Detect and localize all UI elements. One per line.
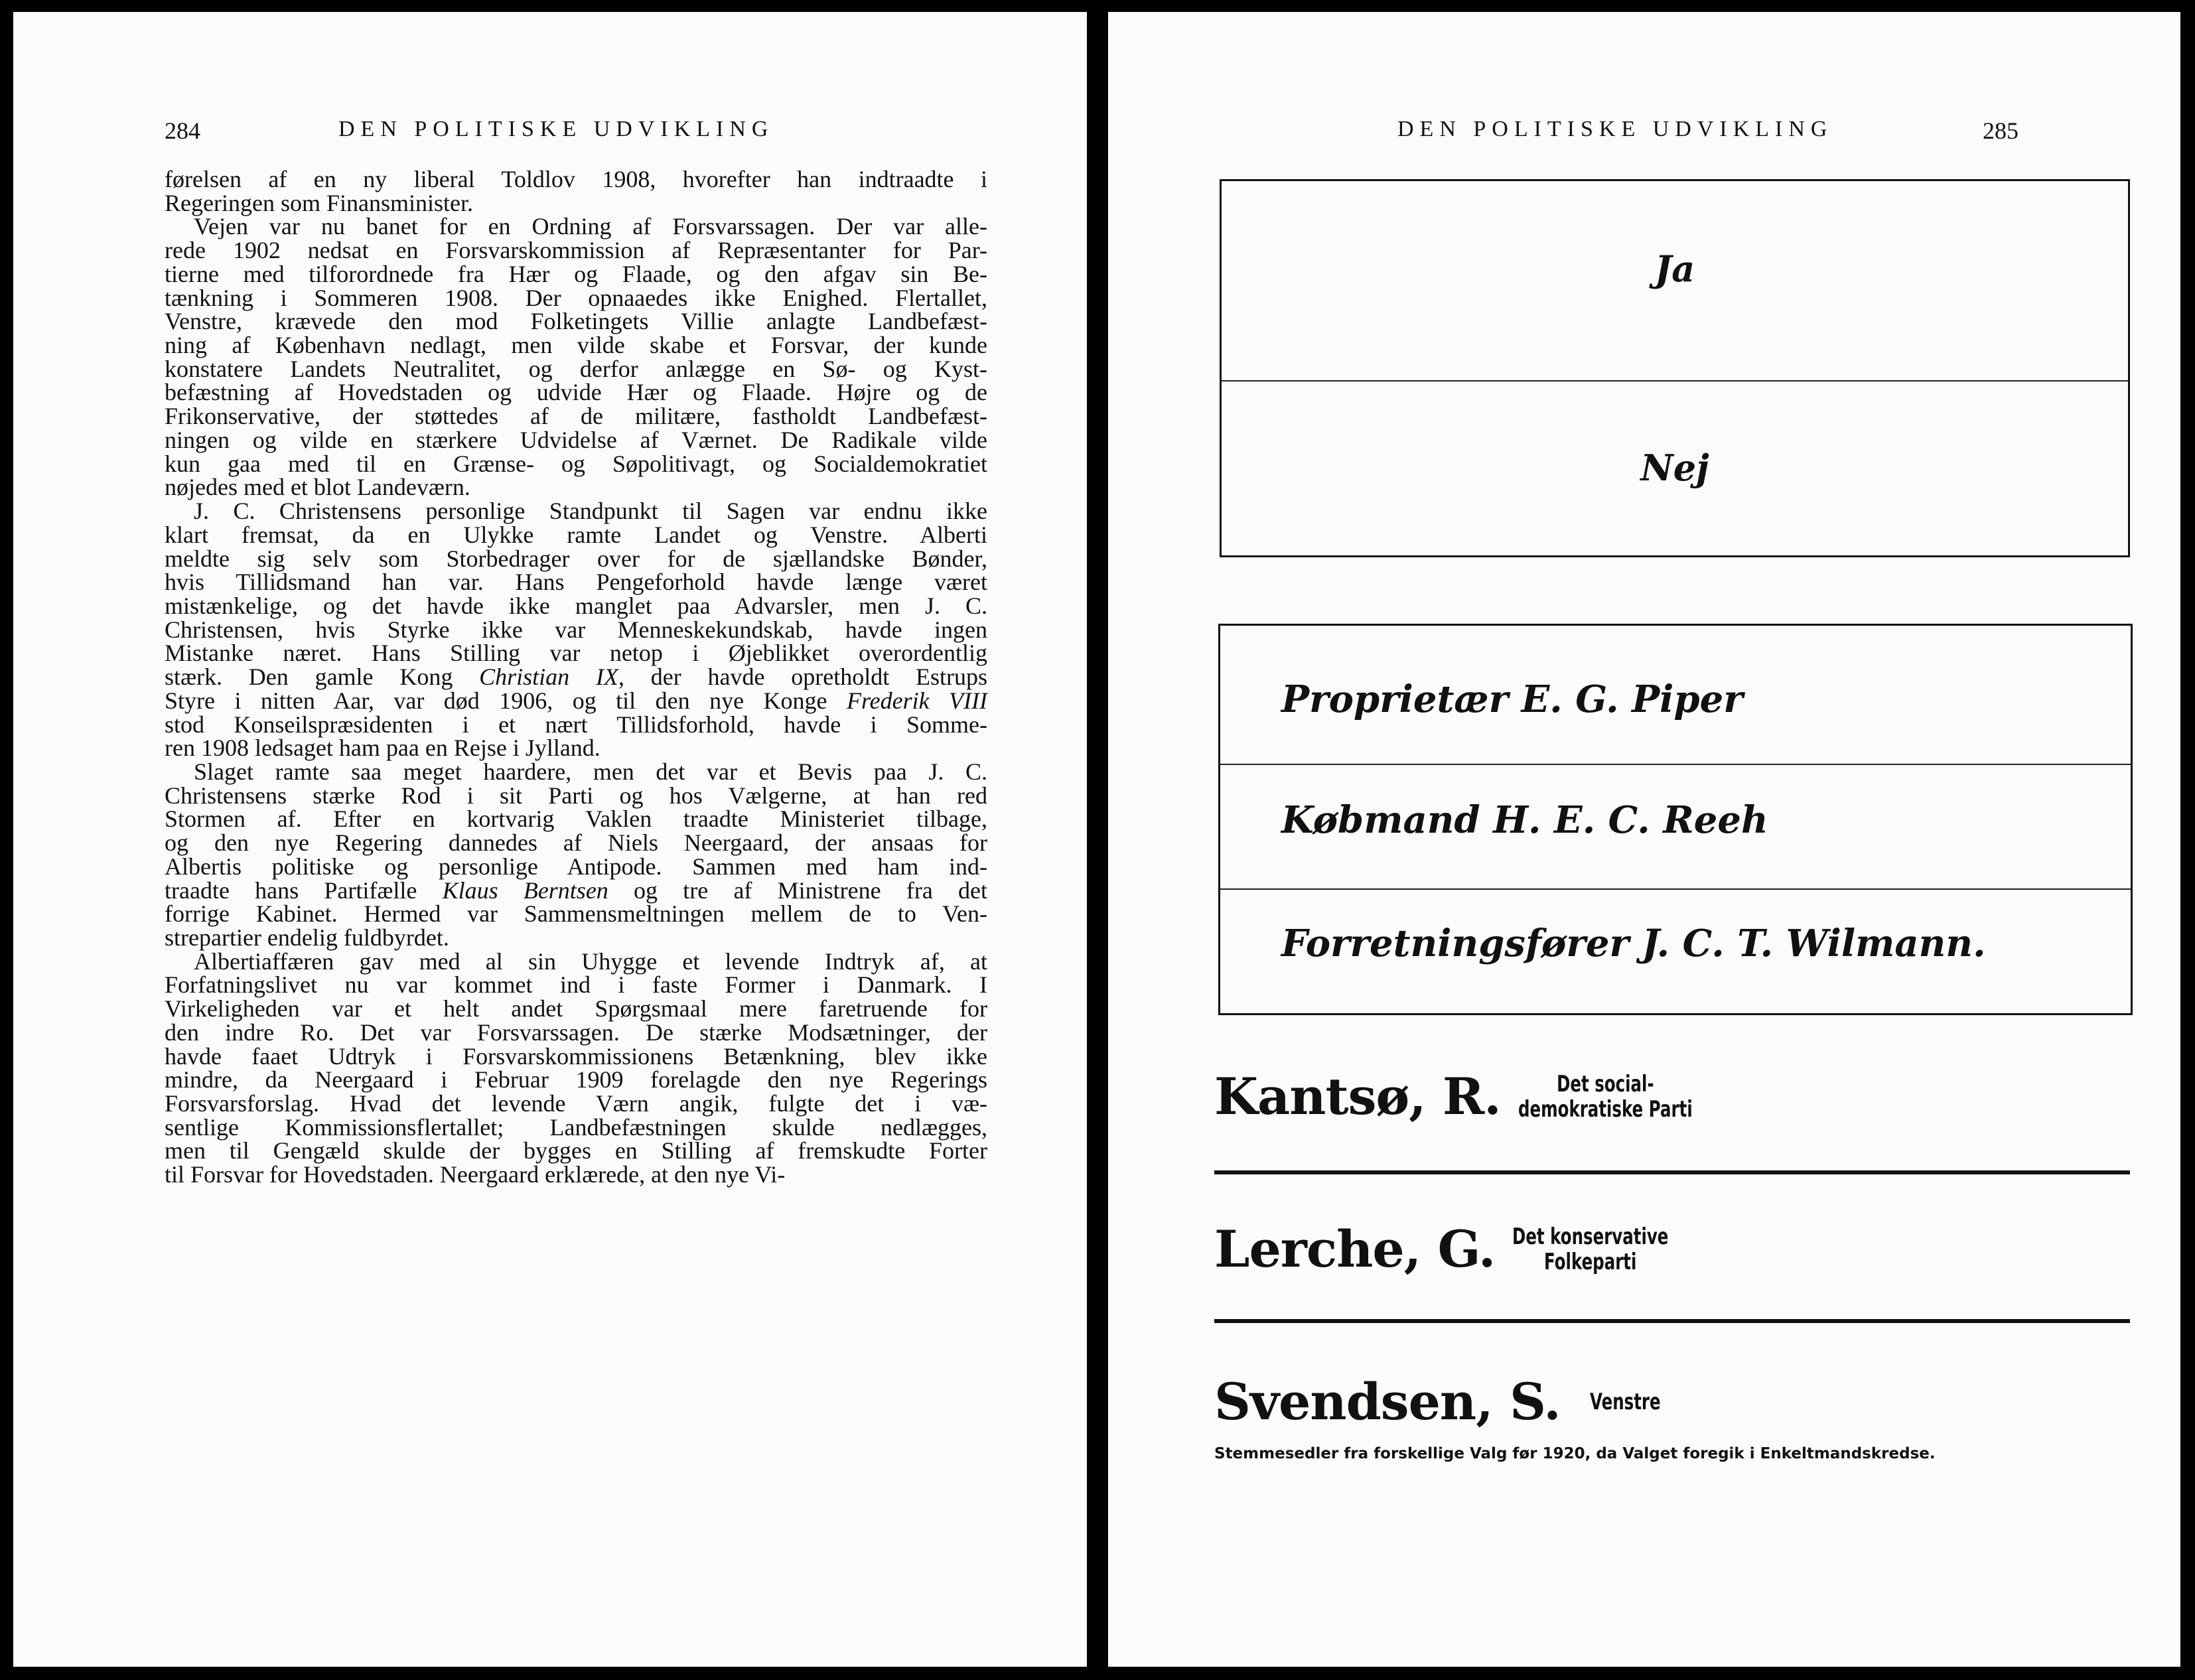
body-text-line: førelsen af en ny liberal Toldlov 1908, hvorefter han indtraadte i <box>165 166 987 192</box>
candidate-name: Kantsø, R. <box>1214 1067 1501 1126</box>
ballot-divider <box>1220 764 2131 765</box>
body-text <box>165 168 987 1187</box>
candidate-divider <box>1214 1170 2130 1174</box>
body-text-line: nøjedes med et blot Landeværn. <box>165 474 470 501</box>
body-text-line: Albertiaffæren gav med al sin Uhygge et levende Indtryk af, at <box>194 947 987 975</box>
body-text-line: ren 1908 ledsaget ham paa en Rejse i Jylland. <box>165 735 601 762</box>
running-head: DEN POLITISKE UDVIKLING <box>1397 117 1833 141</box>
body-text-line: Venstre, krævede den mod Folketingets Villie anlagte Landbefæst- <box>165 308 987 335</box>
body-text-line: stod Konseilspræsidenten i et nært Tillidsforhold, havde i Somme- <box>165 711 987 738</box>
ballot-yes: Ja <box>1654 247 1695 290</box>
candidate-party: Det konservative Folkeparti <box>1512 1223 1669 1275</box>
body-text-line: strepartier endelig fuldbyrdet. <box>165 924 449 951</box>
figure-caption: Stemmesedler fra forskellige Valg før 1920, da Valget foregik i Enkeltmandskredse. <box>1214 1445 1936 1462</box>
candidate-name: Svendsen, S. <box>1214 1372 1561 1431</box>
ballot-yes-no <box>1220 179 2130 557</box>
ballot-divider <box>1220 888 2131 890</box>
left-page <box>13 12 1087 1667</box>
page-number: 284 <box>165 117 200 144</box>
body-text-line: Mistanke næret. Hans Stilling var netop i Øjeblikket overordentlig <box>165 640 987 667</box>
candidate-party: Venstre <box>1589 1388 1661 1415</box>
candidate-divider <box>1214 1319 2130 1323</box>
body-text-line: Christensen, hvis Styrke ikke var Menneskekundskab, havde ingen <box>165 616 987 643</box>
body-text-line: sentlige Kommissionsflertallet; Landbefæstningen skulde nedlægges, <box>165 1113 987 1141</box>
body-text-line: Frikonservative, der støttedes af de militære, fastholdt Landbefæst- <box>165 403 987 430</box>
running-head: DEN POLITISKE UDVIKLING <box>338 117 774 141</box>
candidate-name: Lerche, G. <box>1214 1220 1496 1279</box>
ballot-name-row: Købmand H. E. C. Reeh <box>1281 798 1768 842</box>
body-text-line: J. C. Christensens personlige Standpunkt til Sagen var endnu ikke <box>194 498 987 525</box>
body-text-line: Slaget ramte saa meget haardere, men det var et Bevis paa J. C. <box>194 758 987 785</box>
body-text-line: befæstning af Hovedstaden og udvide Hær og Flaade. Højre og de <box>165 379 987 406</box>
right-page <box>1108 12 2180 1667</box>
body-text-line: Stormen af. Efter en kortvarig Vaklen traadte Ministeriet tilbage, <box>165 805 987 833</box>
body-text-line: konstatere Landets Neutralitet, og derfor anlægge en Sø- og Kyst- <box>165 355 987 382</box>
ballot-name-row: Forretningsfører J. C. T. Wilmann. <box>1281 922 1986 965</box>
body-text-line: stærk. Den gamle Kong Christian IX, der havde opretholdt Estrups <box>165 664 988 691</box>
page-number: 285 <box>1983 117 2018 144</box>
candidate-row <box>1214 1220 2077 1279</box>
body-text-line: ningen og vilde en stærkere Udvidelse af Værnet. De Radikale vilde <box>165 426 987 453</box>
body-text-line: forrige Kabinet. Hermed var Sammensmeltningen mellem de to Ven- <box>165 900 987 928</box>
body-text-line: Christensens stærke Rod i sit Parti og hos Vælgerne, at han red <box>165 782 987 809</box>
body-text-line: traadte hans Partifælle Klaus Berntsen og tre af Ministrene fra det <box>165 876 987 904</box>
body-text-line: Virkeligheden var et helt andet Spørgsmaal mere faretruende for <box>165 995 987 1022</box>
body-text-line: Albertis politiske og personlige Antipode. Sammen med ham ind- <box>165 853 987 880</box>
candidate-party: Det social- demokratiske Parti <box>1518 1070 1693 1123</box>
body-text-line: rede 1902 nedsat en Forsvarskommission af Repræsentanter for Par- <box>165 237 987 264</box>
ballot-name-row: Proprietær E. G. Piper <box>1281 677 1743 721</box>
ballot-divider <box>1222 380 2128 382</box>
body-text-line: hvis Tillidsmand han var. Hans Pengeforhold havde længe været <box>165 569 987 596</box>
body-text-line: Styre i nitten Aar, var død 1906, og til den nye Konge Frederik VIII <box>165 687 987 714</box>
body-text-line: Regeringen som Finansminister. <box>165 189 473 216</box>
body-text-line: havde faaet Udtryk i Forsvarskommissionens Betænkning, blev ikke <box>165 1042 987 1070</box>
body-text-line: Forsvarsforslag. Hvad det levende Værn angik, fulgte det i væ- <box>165 1090 987 1117</box>
ballot-no: Nej <box>1640 447 1709 489</box>
body-text-line: Forfatningslivet nu var kommet ind i faste Former i Danmark. I <box>165 971 987 999</box>
body-text-line: meldte sig selv som Storbedrager over for de sjællandske Bønder, <box>165 545 987 572</box>
body-text-line: men til Gengæld skulde der bygges en Stilling af fremskudte Forter <box>165 1137 987 1164</box>
body-text-line: tierne med tilforordnede fra Hær og Flaade, og den afgav sin Be- <box>165 260 987 287</box>
candidate-row <box>1214 1067 2077 1126</box>
body-text-line: Vejen var nu banet for en Ordning af Forsvarssagen. Der var alle- <box>194 213 987 240</box>
body-text-line: og den nye Regering dannedes af Niels Neergaard, der ansaas for <box>165 829 987 857</box>
body-text-line: til Forsvar for Hovedstaden. Neergaard erklærede, at den nye Vi- <box>165 1161 786 1188</box>
body-text-line: klart fremsat, da en Ulykke ramte Landet og Venstre. Alberti <box>165 521 987 548</box>
ballot-names <box>1218 624 2133 1015</box>
body-text-line: den indre Ro. Det var Forsvarssagen. De stærke Modsætninger, der <box>165 1018 987 1046</box>
candidate-row <box>1214 1372 2077 1431</box>
body-text-line: kun gaa med til en Grænse- og Søpolitivagt, og Socialdemokratiet <box>165 450 987 477</box>
body-text-line: mistænkelige, og det havde ikke manglet paa Advarsler, men J. C. <box>165 592 987 619</box>
body-text-line: mindre, da Neergaard i Februar 1909 forelagde den nye Regerings <box>165 1066 987 1093</box>
body-text-line: ning af København nedlagt, men vilde skabe et Forsvar, der kunde <box>165 332 987 359</box>
body-text-line: tænkning i Sommeren 1908. Der opnaaedes ikke Enighed. Flertallet, <box>165 284 987 311</box>
